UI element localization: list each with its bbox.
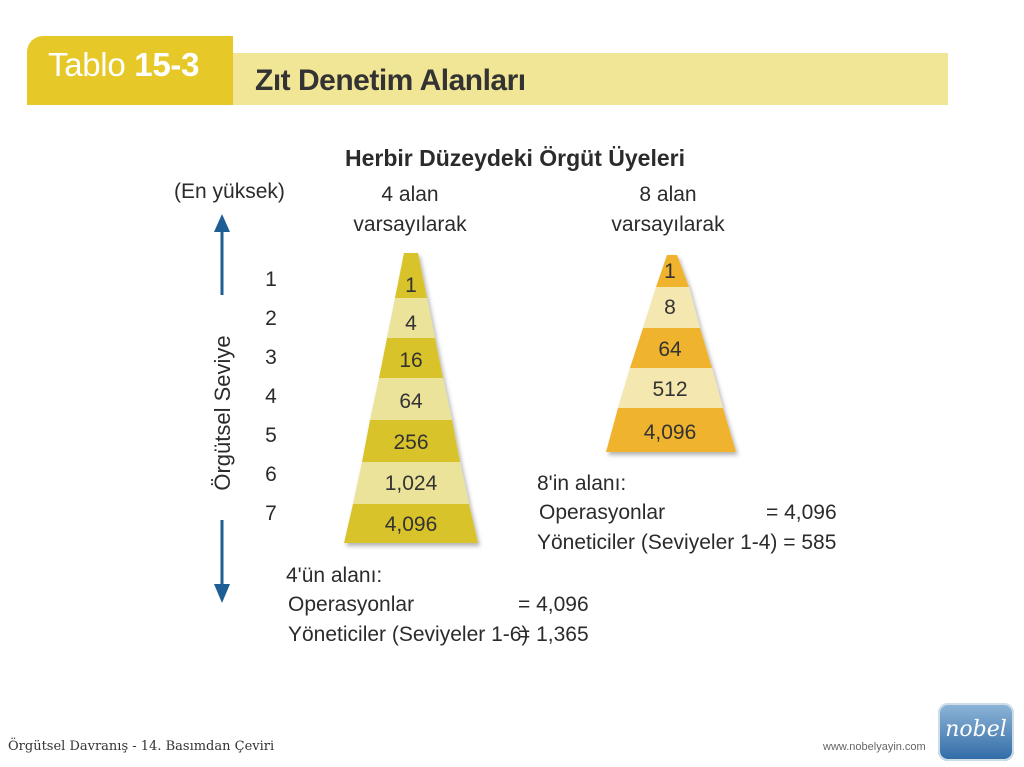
level-number: 4 (265, 385, 277, 408)
table-id: 15-3 (134, 46, 200, 83)
span4-ops-label: Operasyonlar (288, 593, 415, 616)
level-number: 2 (265, 307, 277, 330)
span8-managers: Yöneticiler (Seviyeler 1-4) = 585 (537, 531, 837, 554)
level-number: 1 (265, 268, 277, 291)
highest-label: (En yüksek) (174, 180, 285, 203)
span4-value: 256 (393, 431, 429, 454)
table-prefix: Tablo (48, 46, 126, 83)
footer-url[interactable]: www.nobelyayin.com (823, 741, 926, 753)
logo-text: nobel (945, 717, 1007, 742)
span4-title-line1: 4 alan (381, 183, 439, 206)
span4-ops-value: = 4,096 (518, 593, 589, 616)
span4-value: 4 (405, 312, 417, 335)
axis-label: Örgütsel Seviye (210, 335, 235, 491)
span8-summary-title: 8'in alanı: (537, 472, 627, 495)
span4-managers-value: = 1,365 (518, 623, 589, 646)
span4-summary-title: 4'ün alanı: (286, 564, 383, 587)
page-title: Zıt Denetim Alanları (255, 64, 526, 97)
level-number: 6 (265, 463, 277, 486)
level-arrow-icon (214, 214, 230, 603)
span4-managers-label: Yöneticiler (Seviyeler 1-6) (288, 623, 529, 646)
span8-ops-value: = 4,096 (766, 501, 837, 524)
span4-value: 4,096 (384, 513, 438, 536)
span8-title-line1: 8 alan (639, 183, 697, 206)
nobel-logo-icon (938, 703, 1014, 761)
span8-value: 64 (658, 338, 682, 361)
level-number: 7 (265, 502, 277, 525)
diagram-heading: Herbir Düzeydeki Örgüt Üyeleri (345, 145, 685, 171)
span4-value: 16 (399, 349, 423, 372)
span4-title-line2: varsayılarak (353, 213, 467, 236)
span4-value: 64 (399, 390, 423, 413)
level-number: 3 (265, 346, 277, 369)
span8-value: 1 (664, 260, 676, 283)
span8-ops-label: Operasyonlar (539, 501, 666, 524)
level-number: 5 (265, 424, 277, 447)
span8-value: 4,096 (643, 421, 697, 444)
span4-value: 1 (405, 274, 417, 297)
span8-value: 512 (652, 378, 688, 401)
span8-title-line2: varsayılarak (611, 213, 725, 236)
footer-book-title: Örgütsel Davranış - 14. Basımdan Çeviri (8, 739, 275, 754)
span4-value: 1,024 (384, 472, 438, 495)
span8-value: 8 (664, 296, 676, 319)
